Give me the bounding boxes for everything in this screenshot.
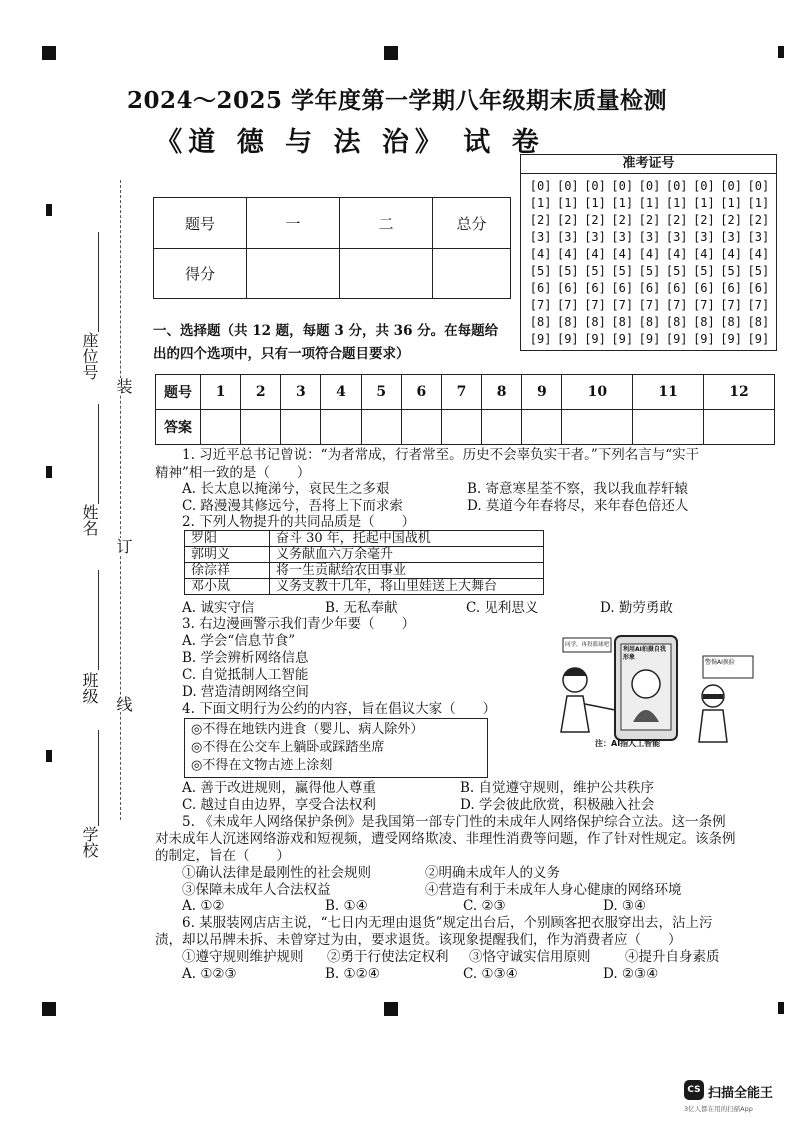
- admission-digit-bubble[interactable]: [3]: [720, 230, 742, 244]
- q3-option-a[interactable]: A. 学会“信息节食”: [182, 633, 296, 649]
- cartoon-sign-2: 利用AI拍摄自我形象: [623, 646, 666, 661]
- q5-statement-4: ④营造有利于未成年人身心健康的网络环境: [425, 882, 682, 898]
- person-name: 徐淙祥: [185, 563, 270, 579]
- answer-table-number: 5: [361, 375, 401, 410]
- q6-stem-line2: 渍，却以吊牌未拆、未曾穿过为由，要求退货。该现象提醒我们，作为消费者应（ ）: [155, 932, 682, 948]
- admission-digit-bubble[interactable]: [9]: [693, 332, 715, 346]
- school-label: 学校: [80, 826, 99, 858]
- admission-digit-bubble[interactable]: [0]: [556, 179, 579, 193]
- q2-people-table: [184, 530, 544, 595]
- admission-digit-bubble[interactable]: [5]: [529, 264, 552, 278]
- section1-heading-line2: 出的四个选项中，只有一项符合题目要求）: [153, 346, 410, 362]
- registration-mark-left-1: [46, 204, 52, 216]
- q4-rule: ◎不得在公交车上躺卧或踩踏坐席: [191, 740, 385, 755]
- score-cell-part2[interactable]: [340, 249, 433, 299]
- answer-table-answer-label: 答案: [156, 410, 201, 445]
- admission-digit-bubble[interactable]: [5]: [638, 264, 661, 278]
- scanner-tagline: 3亿人都在用的扫描App: [684, 1105, 753, 1113]
- q1-option-a[interactable]: A. 长太息以掩涕兮，哀民生之多艰: [182, 481, 390, 497]
- answer-table-number: 11: [633, 375, 704, 410]
- admission-digit-bubble[interactable]: [4]: [529, 247, 552, 261]
- admission-digit-bubble[interactable]: [0]: [665, 179, 688, 193]
- answer-table-number: 3: [281, 375, 321, 410]
- admission-digit-bubble[interactable]: [9]: [638, 332, 661, 346]
- admission-digit-bubble[interactable]: [5]: [584, 264, 606, 278]
- q2-stem: 2. 下列人物提升的共同品质是（ ）: [182, 514, 416, 530]
- registration-mark-top-right: [778, 46, 784, 58]
- admission-digit-bubble[interactable]: [8]: [693, 315, 715, 329]
- q5-option-c[interactable]: C. ②③: [463, 898, 506, 914]
- admission-digit-column: [639, 178, 661, 348]
- answer-cell[interactable]: [562, 410, 633, 445]
- admission-digit-bubble[interactable]: [0]: [611, 179, 634, 193]
- q4-stem: 4. 下面文明行为公约的内容，旨在倡议大家（ ）: [182, 701, 497, 717]
- score-header-total: 总分: [433, 198, 511, 249]
- exam-subject-title: 《道 德 与 法 治》 试 卷: [155, 127, 545, 158]
- admission-digit-bubble[interactable]: [4]: [747, 247, 770, 261]
- admission-digit-bubble[interactable]: [7]: [638, 298, 661, 312]
- answer-cell[interactable]: [633, 410, 704, 445]
- q5-stem-line2: 对未成年人沉迷网络游戏和短视频，遭受网络欺凌、非理性消费等问题，作了针对性规定。该条例: [155, 831, 736, 847]
- q5-stem-line3: 的制定，旨在（ ）: [155, 848, 290, 864]
- seat-line: [98, 232, 99, 332]
- answer-table-number: 6: [401, 375, 441, 410]
- admission-digit-bubble[interactable]: [1]: [720, 196, 742, 210]
- answer-cell[interactable]: [361, 410, 401, 445]
- class-line: [98, 570, 99, 670]
- q6-option-d[interactable]: D. ②③④: [603, 966, 659, 982]
- admission-digit-bubble[interactable]: [8]: [720, 315, 742, 329]
- admission-digit-column: [748, 178, 770, 348]
- admission-digit-column: [584, 178, 606, 348]
- admission-digit-bubble[interactable]: [6]: [665, 281, 688, 295]
- person-deed: 奋斗 30 年，托起中国战机: [270, 531, 544, 547]
- person-name: 郭明义: [185, 547, 270, 563]
- admission-digit-bubble[interactable]: [8]: [611, 315, 634, 329]
- admission-digit-bubble[interactable]: [6]: [693, 281, 715, 295]
- cartoon-note: 注：AI指人工智能: [595, 739, 661, 748]
- admission-digit-bubble[interactable]: [1]: [638, 196, 661, 210]
- q4-option-a[interactable]: A. 善于改进规则，赢得他人尊重: [182, 780, 376, 796]
- score-row-label: 得分: [154, 249, 247, 299]
- admission-digit-column: [720, 178, 742, 348]
- answer-cell[interactable]: [704, 410, 775, 445]
- admission-digit-bubble[interactable]: [5]: [747, 264, 770, 278]
- registration-mark-bottom-left: [42, 1002, 56, 1016]
- admission-number-label: 准考证号: [521, 155, 776, 174]
- admission-digit-bubble[interactable]: [3]: [665, 230, 688, 244]
- admission-digit-bubble[interactable]: [5]: [611, 264, 634, 278]
- name-line: [98, 404, 99, 504]
- admission-digit-bubble[interactable]: [8]: [584, 315, 606, 329]
- registration-mark-top-left: [42, 46, 56, 60]
- q3-option-c[interactable]: C. 自觉抵制人工智能: [182, 667, 309, 683]
- q1-option-d[interactable]: D. 莫道今年春将尽，来年春色倍还人: [467, 498, 689, 514]
- exam-title: 2024～2025 学年度第一学期八年级期末质量检测: [126, 87, 668, 114]
- admission-digit-bubble[interactable]: [9]: [556, 332, 579, 346]
- admission-digit-bubble[interactable]: [5]: [720, 264, 742, 278]
- q5-stem-line1: 5. 《未成年人网络保护条例》是我国第一部专门性的未成年人网络保护综合立法。这一条例: [182, 814, 726, 830]
- admission-digit-bubble[interactable]: [2]: [693, 213, 715, 227]
- answer-table-number: 10: [562, 375, 633, 410]
- admission-digit-column: [557, 178, 579, 348]
- admission-digit-bubble[interactable]: [2]: [720, 213, 742, 227]
- admission-digit-bubble[interactable]: [6]: [611, 281, 634, 295]
- admission-digit-bubble[interactable]: [9]: [584, 332, 606, 346]
- admission-digit-bubble[interactable]: [0]: [747, 179, 770, 193]
- admission-digit-bubble[interactable]: [3]: [747, 230, 770, 244]
- table-row: [185, 563, 544, 579]
- answer-cell[interactable]: [281, 410, 321, 445]
- q3-option-b[interactable]: B. 学会辨析网络信息: [182, 650, 309, 666]
- admission-digit-bubble[interactable]: [2]: [529, 213, 552, 227]
- scanner-watermark: [684, 1080, 788, 1116]
- answer-table-number: 12: [704, 375, 775, 410]
- admission-digit-bubble[interactable]: [6]: [529, 281, 552, 295]
- answer-cell[interactable]: [441, 410, 481, 445]
- admission-digit-bubble[interactable]: [7]: [720, 298, 742, 312]
- q3-cartoon: [545, 632, 770, 752]
- score-cell-part1[interactable]: [247, 249, 340, 299]
- admission-digit-column: [666, 178, 688, 348]
- admission-digit-bubble[interactable]: [1]: [556, 196, 579, 210]
- table-row: [185, 547, 544, 563]
- admission-digit-bubble[interactable]: [4]: [556, 247, 579, 261]
- binding-dashed-line: [120, 180, 121, 820]
- answer-table-number-label: 题号: [156, 375, 201, 410]
- answer-table-number: 4: [321, 375, 361, 410]
- admission-digit-bubble[interactable]: [4]: [584, 247, 606, 261]
- admission-digit-bubble[interactable]: [6]: [556, 281, 579, 295]
- admission-digit-bubble[interactable]: [4]: [638, 247, 661, 261]
- name-label: 姓名: [80, 504, 99, 536]
- admission-digit-bubble[interactable]: [3]: [611, 230, 634, 244]
- admission-digit-bubble[interactable]: [2]: [747, 213, 770, 227]
- answer-table-number: 9: [522, 375, 562, 410]
- q4-rule: ◎不得在文物古迹上涂刻: [191, 758, 333, 773]
- person-deed: 义务献血六万余毫升: [270, 547, 544, 563]
- answer-table: [155, 374, 775, 445]
- admission-digit-bubble[interactable]: [6]: [747, 281, 770, 295]
- registration-mark-bottom-right: [778, 1002, 784, 1014]
- binding-mark-xian: 线: [114, 696, 133, 712]
- scanner-logo-icon: [684, 1080, 704, 1100]
- q5-option-d[interactable]: D. ③④: [603, 898, 647, 914]
- admission-digit-bubble[interactable]: [1]: [747, 196, 770, 210]
- school-line: [98, 730, 99, 826]
- admission-digit-bubble[interactable]: [1]: [529, 196, 552, 210]
- q4-rules-box: [184, 718, 488, 778]
- admission-digit-bubble[interactable]: [0]: [720, 179, 742, 193]
- q1-option-c[interactable]: C. 路漫漫其修远兮，吾将上下而求索: [182, 498, 403, 514]
- admission-digit-bubble[interactable]: [3]: [693, 230, 715, 244]
- q2-option-d[interactable]: D. 勤劳勇敢: [600, 600, 673, 616]
- q1-option-b[interactable]: B. 寄意寒星荃不察，我以我血荐轩辕: [467, 481, 689, 497]
- q2-option-c[interactable]: C. 见利思义: [466, 600, 539, 616]
- answer-table-number: 2: [241, 375, 281, 410]
- admission-digit-bubble[interactable]: [2]: [638, 213, 661, 227]
- table-row: [185, 531, 544, 547]
- q5-option-b[interactable]: B. ①④: [325, 898, 368, 914]
- q3-stem: 3. 右边漫画警示我们青少年要（ ）: [182, 616, 416, 632]
- q2-option-a[interactable]: A. 诚实守信: [182, 600, 255, 616]
- admission-digit-bubble[interactable]: [1]: [665, 196, 688, 210]
- section1-heading-line1: 一、选择题（共 12 题，每题 3 分，共 36 分。在每题给: [153, 323, 499, 339]
- score-header-part2: 二: [340, 198, 433, 249]
- answer-table-number: 8: [482, 375, 522, 410]
- answer-cell[interactable]: [321, 410, 361, 445]
- admission-digit-bubble[interactable]: [1]: [693, 196, 715, 210]
- admission-digit-bubble[interactable]: [3]: [556, 230, 579, 244]
- class-label: 班级: [80, 672, 99, 704]
- admission-digit-bubble[interactable]: [8]: [529, 315, 552, 329]
- admission-digit-bubble[interactable]: [2]: [584, 213, 606, 227]
- admission-digit-bubble[interactable]: [5]: [693, 264, 715, 278]
- admission-digit-bubble[interactable]: [9]: [611, 332, 634, 346]
- registration-mark-bottom-center: [384, 1002, 398, 1016]
- admission-digit-bubble[interactable]: [1]: [584, 196, 606, 210]
- q6-statement-3: ③恪守诚实信用原则: [469, 949, 591, 965]
- q1-stem-line2: 精神”相一致的是（ ）: [155, 465, 311, 481]
- admission-digit-column: [611, 178, 633, 348]
- admission-digit-bubble[interactable]: [2]: [611, 213, 634, 227]
- admission-digit-bubble[interactable]: [6]: [638, 281, 661, 295]
- seat-label: 座位号: [80, 332, 99, 380]
- scanner-logo-text: CS: [687, 1085, 701, 1095]
- admission-digit-bubble[interactable]: [6]: [584, 281, 606, 295]
- admission-digit-bubble[interactable]: [9]: [665, 332, 688, 346]
- scanner-brand: 扫描全能王: [708, 1086, 774, 1101]
- admission-digit-bubble[interactable]: [4]: [611, 247, 634, 261]
- admission-digit-bubble[interactable]: [0]: [584, 179, 606, 193]
- answer-cell[interactable]: [401, 410, 441, 445]
- answer-cell[interactable]: [201, 410, 241, 445]
- admission-digit-bubble[interactable]: [8]: [665, 315, 688, 329]
- q5-statement-2: ②明确未成年人的义务: [425, 865, 560, 881]
- admission-digit-bubble[interactable]: [0]: [638, 179, 661, 193]
- registration-mark-left-3: [46, 750, 52, 762]
- score-table: [153, 197, 511, 299]
- admission-digit-bubble[interactable]: [4]: [665, 247, 688, 261]
- admission-digit-column: [530, 178, 552, 348]
- admission-digit-bubble[interactable]: [7]: [556, 298, 579, 312]
- admission-digit-bubble[interactable]: [3]: [638, 230, 661, 244]
- admission-digit-bubble[interactable]: [7]: [584, 298, 606, 312]
- q4-option-b[interactable]: B. 自觉遵守规则，维护公共秩序: [460, 780, 655, 796]
- admission-digit-bubble[interactable]: [5]: [556, 264, 579, 278]
- admission-digit-column: [693, 178, 715, 348]
- q4-option-d[interactable]: D. 学会彼此欣赏，积极融入社会: [460, 797, 655, 813]
- admission-digit-bubble[interactable]: [4]: [720, 247, 742, 261]
- q6-stem-line1: 6. 某服装网店店主说，“七日内无理由退货”规定出台后，个别顾客把衣服穿出去，沾上污: [182, 915, 713, 931]
- registration-mark-left-2: [46, 466, 52, 478]
- admission-digit-bubble[interactable]: [8]: [747, 315, 770, 329]
- admission-digit-bubble[interactable]: [5]: [665, 264, 688, 278]
- table-row: [185, 579, 544, 595]
- q5-option-a[interactable]: A. ①②: [182, 898, 225, 914]
- person-deed: 将一生贡献给农田事业: [270, 563, 544, 579]
- person-deed: 义务支教十几年，将山里娃送上大舞台: [270, 579, 544, 595]
- admission-digit-bubble[interactable]: [8]: [556, 315, 579, 329]
- admission-digit-bubble[interactable]: [7]: [693, 298, 715, 312]
- person-name: 罗阳: [185, 531, 270, 547]
- admission-digit-bubble[interactable]: [9]: [720, 332, 742, 346]
- answer-table-number: 7: [441, 375, 481, 410]
- admission-digit-bubble[interactable]: [7]: [747, 298, 770, 312]
- score-cell-total[interactable]: [433, 249, 511, 299]
- binding-mark-ding: 订: [114, 538, 133, 554]
- cartoon-sign-1: 同学，再投篮球吧: [565, 642, 610, 648]
- admission-digit-bubble[interactable]: [0]: [529, 179, 552, 193]
- registration-mark-top-center: [384, 46, 398, 60]
- admission-digit-bubble[interactable]: [3]: [529, 230, 552, 244]
- admission-digit-bubble[interactable]: [2]: [556, 213, 579, 227]
- q6-option-b[interactable]: B. ①②④: [325, 966, 380, 982]
- q5-statement-1: ①确认法律是最刚性的社会规则: [182, 865, 371, 881]
- q4-rule: ◎不得在地铁内进食（婴儿、病人除外）: [191, 722, 424, 737]
- answer-cell[interactable]: [241, 410, 281, 445]
- admission-digit-columns: [521, 174, 776, 350]
- q4-option-c[interactable]: C. 越过自由边界，享受合法权利: [182, 797, 376, 813]
- q6-option-a[interactable]: A. ①②③: [182, 966, 237, 982]
- binding-mark-zhuang: 装: [114, 378, 133, 394]
- admission-digit-bubble[interactable]: [7]: [665, 298, 688, 312]
- admission-digit-bubble[interactable]: [1]: [611, 196, 634, 210]
- cartoon-sign-3: 警惕AI换脸: [705, 659, 735, 666]
- admission-number-grid: [520, 154, 777, 351]
- admission-digit-bubble[interactable]: [2]: [665, 213, 688, 227]
- q6-statement-2: ②勇于行使法定权利: [327, 949, 449, 965]
- q6-statement-1: ①遵守规则维护规则: [182, 949, 304, 965]
- person-name: 邓小岚: [185, 579, 270, 595]
- admission-digit-bubble[interactable]: [9]: [529, 332, 552, 346]
- q1-stem-line1: 1. 习近平总书记曾说：“为者常成，行者常至。历史不会辜负实干者。”下列名言与“实干: [182, 447, 700, 463]
- score-header-part1: 一: [247, 198, 340, 249]
- q6-option-c[interactable]: C. ①③④: [463, 966, 518, 982]
- admission-digit-bubble[interactable]: [0]: [693, 179, 715, 193]
- q3-option-d[interactable]: D. 营造清朗网络空间: [182, 684, 309, 700]
- admission-digit-bubble[interactable]: [7]: [529, 298, 552, 312]
- q6-statement-4: ④提升自身素质: [625, 949, 720, 965]
- admission-digit-bubble[interactable]: [3]: [584, 230, 606, 244]
- admission-digit-bubble[interactable]: [7]: [611, 298, 634, 312]
- score-header-number: 题号: [154, 198, 247, 249]
- admission-digit-bubble[interactable]: [6]: [720, 281, 742, 295]
- q2-option-b[interactable]: B. 无私奉献: [325, 600, 398, 616]
- answer-table-number: 1: [201, 375, 241, 410]
- answer-cell[interactable]: [522, 410, 562, 445]
- admission-digit-bubble[interactable]: [9]: [747, 332, 770, 346]
- answer-cell[interactable]: [482, 410, 522, 445]
- admission-digit-bubble[interactable]: [4]: [693, 247, 715, 261]
- q5-statement-3: ③保障未成年人合法权益: [182, 882, 331, 898]
- admission-digit-bubble[interactable]: [8]: [638, 315, 661, 329]
